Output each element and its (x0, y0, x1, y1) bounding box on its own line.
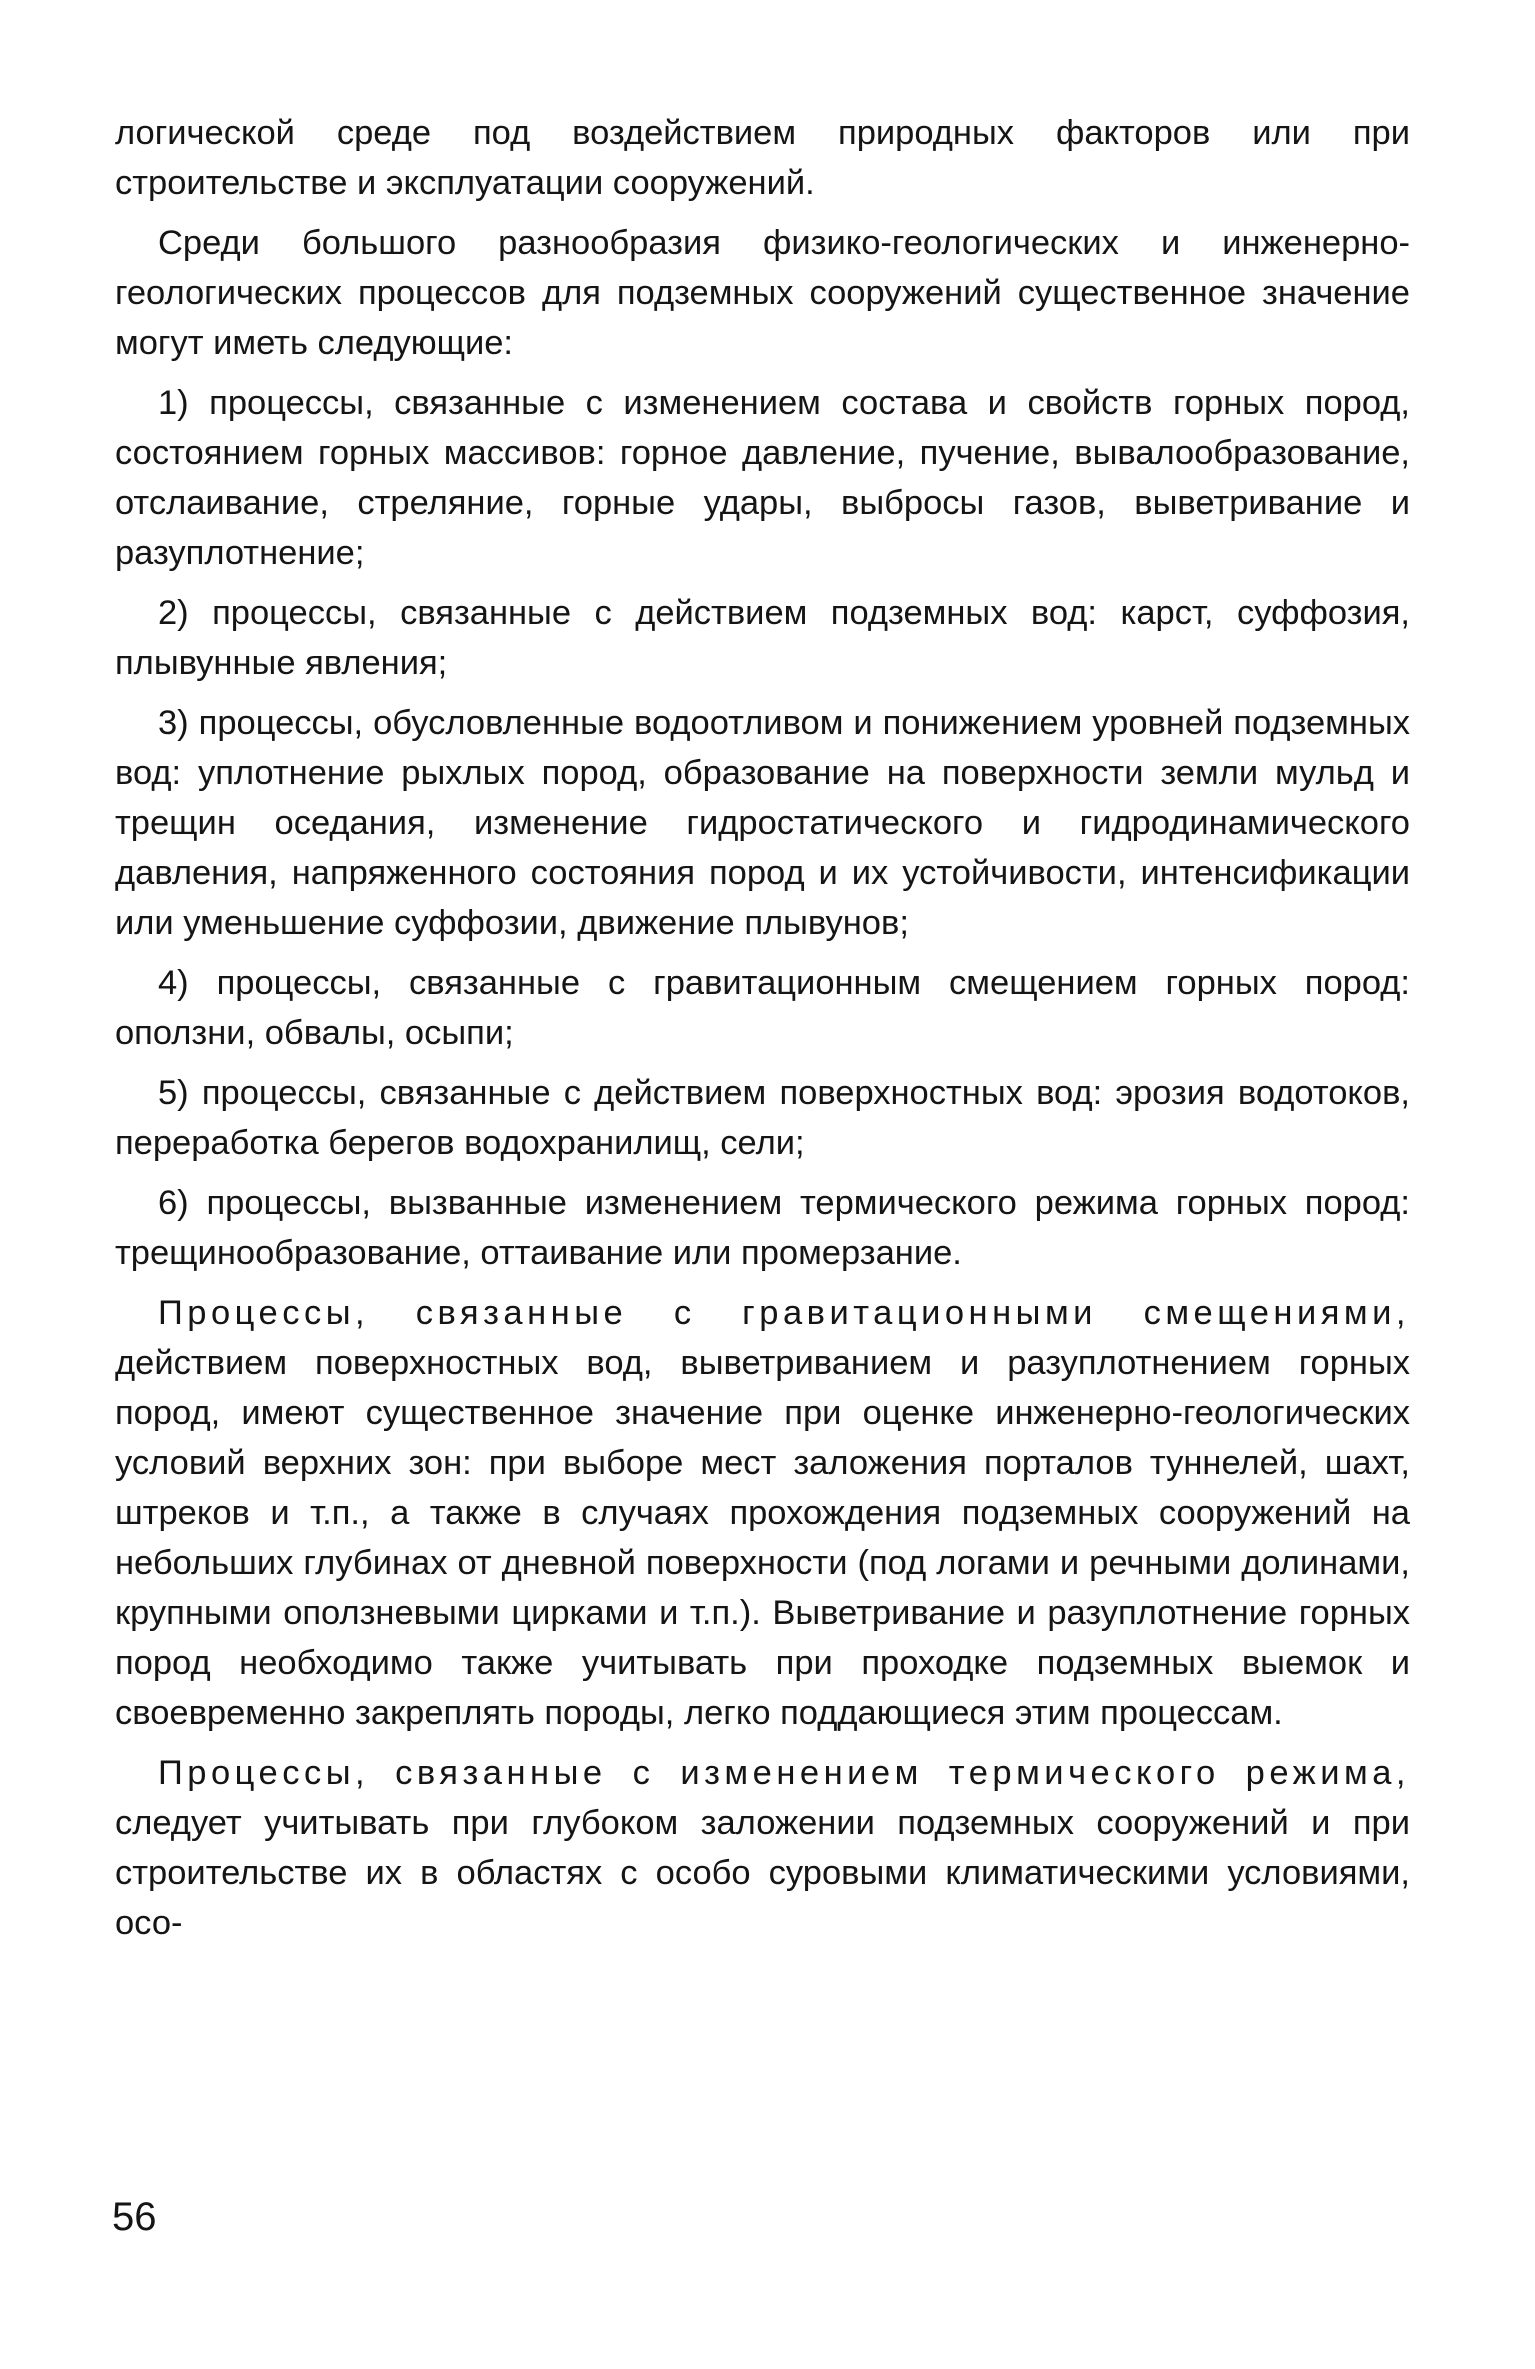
emphasis-text: Процессы, связанные с изменением термического режима, (158, 1754, 1410, 1792)
list-item-6: 6) процессы, вызванные изменением термического режима горных пород: трещинообразование, оттаивание или промерзание. (115, 1184, 1410, 1272)
paragraph-thermal (115, 1748, 1410, 1948)
paragraph-continuation: логической среде под воздействием природных факторов или при строительстве и эксплуатации сооружений. (115, 114, 1410, 202)
list-item-5: 5) процессы, связанные с действием поверхностных вод: эрозия водотоков, переработка берегов водохранилищ, сели; (115, 1074, 1410, 1162)
list-item-1: 1) процессы, связанные с изменением состава и свойств горных пород, состоянием горных массивов: горное давление, пучение, вывалообразование, отслаивание, стреляние, горные удары, выбросы газов, выветривание и разуплотнение; (115, 384, 1410, 572)
page-number: 56 (112, 2195, 157, 2239)
list-item-3: 3) процессы, обусловленные водоотливом и понижением уровней подземных вод: уплотнение рыхлых пород, образование на поверхности земли мульд и трещин оседания, изменение гидростатического и гидродинамического давления, напряженного состояния пород и их устойчивости, интенсификации или уменьшение суффозии, движение плывунов; (115, 704, 1410, 942)
paragraph-body: следует учитывать при глубоком заложении подземных сооружений и при строительстве их в областях с особо суровыми климатическими условиями, осо- (115, 1804, 1410, 1942)
page-text (115, 108, 1410, 1958)
paragraph-body: действием поверхностных вод, выветриванием и разуплотнением горных пород, имеют существенное значение при оценке инженерно-геологических условий верхних зон: при выборе мест заложения порталов туннелей, шахт, штреков и т.п., а также в случаях прохождения подземных сооружений на небольших глубинах от дневной поверхности (под логами и речными долинами, крупными оползневыми цирками и т.п.). Выветривание и разуплотнение горных пород необходимо также учитывать при проходке подземных выемок и своевременно закреплять породы, легко поддающиеся этим процессам. (115, 1344, 1410, 1732)
list-item-4: 4) процессы, связанные с гравитационным смещением горных пород: оползни, обвалы, осыпи; (115, 964, 1410, 1052)
paragraph-intro: Среди большого разнообразия физико-геологических и инженерно-геологических процессов для подземных сооружений существенное значение могут иметь следующие: (115, 224, 1410, 362)
list-item-2: 2) процессы, связанные с действием подземных вод: карст, суффозия, плывунные явления; (115, 594, 1410, 682)
emphasis-text: Процессы, связанные с гравитационными смещениями, (158, 1294, 1410, 1332)
paragraph-gravitational (115, 1288, 1410, 1738)
